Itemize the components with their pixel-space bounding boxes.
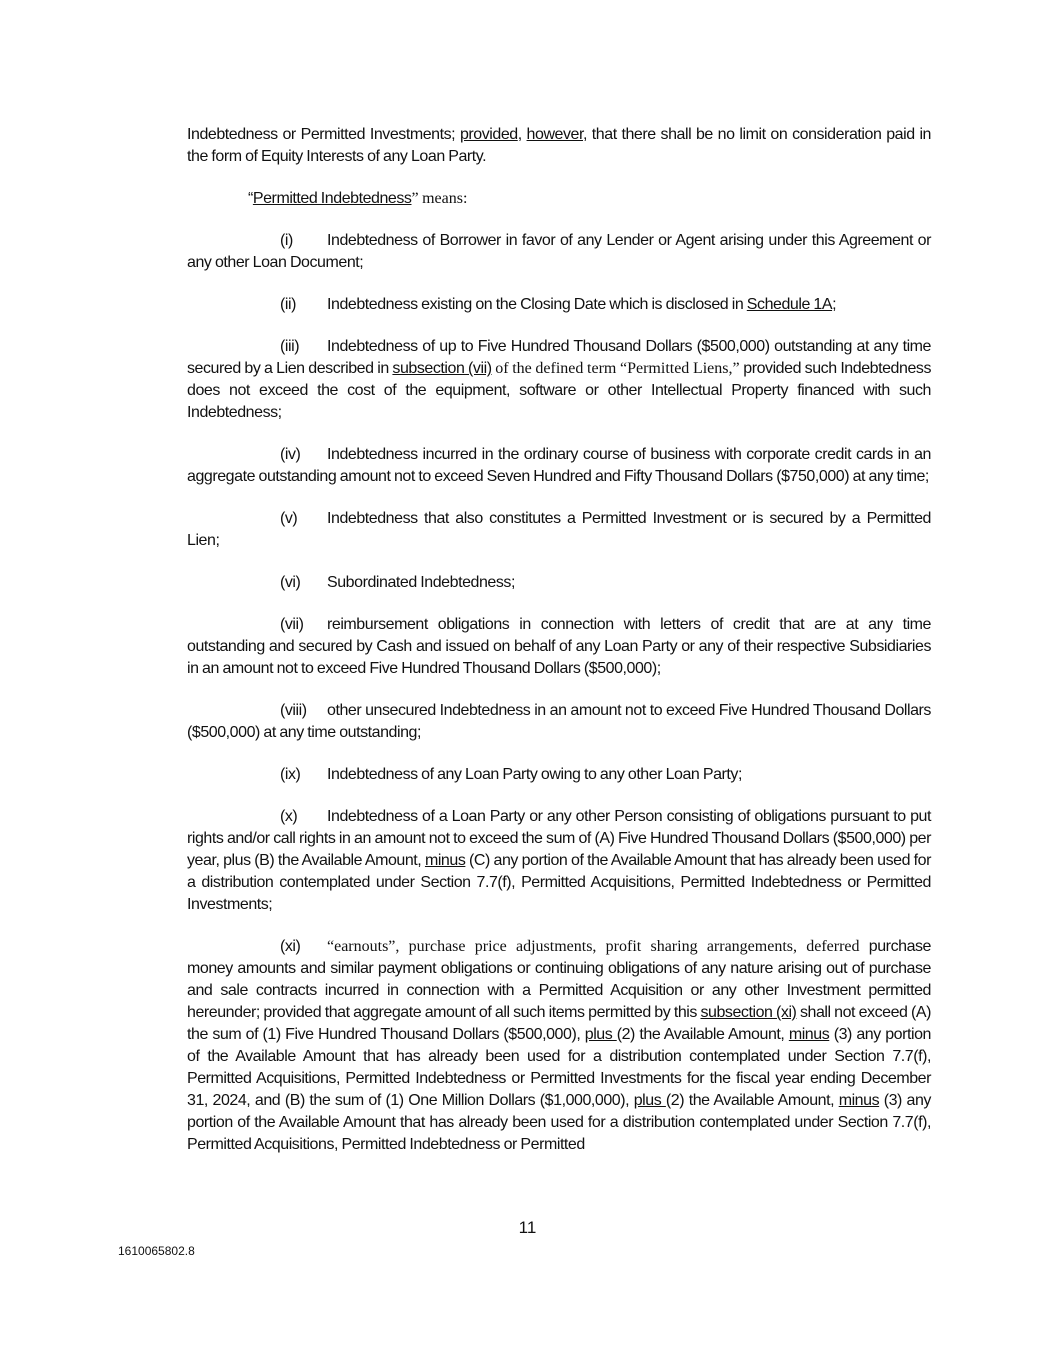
item-number: (iv) (280, 446, 301, 463)
text-segment: (3) any portion of the Available Amount that has already been used for a distribution contemplated under Section 7.7(f), Permitted Acquisitions, Permitted Indebtedness or Permitted Investments for the fiscal year ending December 31, 2024, and (B) the sum of (1) One Million Dollars ($1,000,000), (187, 1026, 931, 1109)
underlined-term: minus (788, 1026, 830, 1043)
document-body (187, 124, 931, 1176)
item-number: (vi) (280, 574, 301, 591)
text-segment: Indebtedness of Borrower in favor of any Lender or Agent arising under this Agreement or any other Loan Document; (187, 232, 931, 271)
text-segment: other unsecured Indebtedness in an amount not to exceed Five Hundred Thousand Dollars ($500,000) at any time outstanding; (187, 702, 931, 741)
item-number: (i) (280, 232, 293, 249)
text-segment: “earnouts”, purchase price adjustments, profit sharing arrangements, deferred (327, 938, 860, 955)
item-number: (x) (280, 808, 298, 825)
text-segment: Indebtedness that also constitutes a Permitted Investment or is secured by a Permitted Lien; (187, 510, 931, 549)
underlined-term: however (526, 126, 583, 143)
underlined-term: provided (459, 126, 518, 143)
text-segment: purchase money amounts and similar payment obligations or continuing obligations of any nature arising out of purchase and sale contracts incurred in connection with a Permitted Acquisition or any other Investment permitted hereunder; provided that aggregate amount of all such items permitted by this (187, 938, 932, 1021)
text-segment: (C) any portion of the Available Amount that has already been used for a distribution contemplated under Section 7.7(f), Permitted Acquisitions, Permitted Indebtedness or Permitted Investments; (187, 852, 931, 913)
list-item (187, 572, 931, 594)
item-number: (vii) (280, 616, 304, 633)
list-item (187, 806, 931, 916)
list-item (187, 508, 931, 552)
text-segment: Subordinated Indebtedness; (327, 574, 515, 591)
definition-heading (187, 188, 931, 210)
underlined-term: plus (584, 1026, 617, 1043)
text-segment: (3) any portion of the Available Amount that has already been used for a distribution contemplated under Section 7.7(f), Permitted Acquisitions, Permitted Indebtedness or Permitted (187, 1092, 931, 1153)
text-segment: Indebtedness incurred in the ordinary course of business with corporate credit cards in an aggregate outstanding amount not to exceed Seven Hundred and Fifty Thousand Dollars ($750,000) at any time; (187, 446, 931, 485)
list-item (187, 294, 931, 316)
item-number: (ix) (280, 766, 301, 783)
text-segment: shall not exceed (A) the sum of (1) Five Hundred Thousand Dollars ($500,000), (187, 1004, 932, 1043)
text-segment: (2) the Available Amount, (616, 1026, 789, 1043)
list-item (187, 614, 931, 680)
page-number: 11 (518, 1218, 537, 1237)
text-segment: (2) the Available Amount, (665, 1092, 839, 1109)
underlined-term: plus (633, 1092, 666, 1109)
item-number: (v) (280, 510, 298, 527)
text-segment: of the defined term “Permitted Liens,” (491, 360, 740, 377)
text-segment: Indebtedness of any Loan Party owing to any other Loan Party; (327, 766, 742, 783)
document-id: 1610065802.8 (118, 1244, 195, 1258)
text-segment: Indebtedness of up to Five Hundred Thousand Dollars ($500,000) outstanding at any time secured by a Lien described in (187, 338, 931, 377)
text-segment: “ (248, 190, 253, 207)
text-segment: Indebtedness existing on the Closing Date which is disclosed in (327, 296, 747, 313)
list-item (187, 230, 931, 274)
text-segment: Indebtedness or Permitted Investments; (187, 126, 460, 143)
underlined-term: minus (838, 1092, 880, 1109)
item-number: (iii) (280, 338, 300, 355)
text-segment: reimbursement obligations in connection with letters of credit that are at any time outstanding and secured by Cash and issued on behalf of any Loan Party or any of their respective Subsidiaries in an amount not to exceed Five Hundred Thousand Dollars ($500,000); (187, 616, 931, 677)
underlined-term: subsection (xi) (700, 1004, 797, 1021)
item-number: (xi) (280, 938, 301, 955)
list-item (187, 764, 931, 786)
list-item (187, 936, 931, 1156)
text-segment: , that there shall be no limit on consideration paid in the form of Equity Interests of any Loan Party. (187, 126, 931, 165)
underlined-term: minus (424, 852, 466, 869)
underlined-term: subsection (vii) (392, 360, 492, 377)
list-item (187, 336, 931, 424)
text-segment: ; (832, 296, 837, 313)
item-number: (viii) (280, 702, 307, 719)
list-item (187, 700, 931, 744)
text-segment: Indebtedness of a Loan Party or any other Person consisting of obligations pursuant to put rights and/or call rights in an amount not to exceed the sum of (A) Five Hundred Thousand Dollars ($500,000) per year, plus (B) the Available Amount, (187, 808, 931, 869)
text-segment: provided such Indebtedness does not exceed the cost of the equipment, software or other Intellectual Property financed with such Indebtedness; (187, 360, 931, 421)
text-segment: , (517, 126, 527, 143)
item-number: (ii) (280, 296, 296, 313)
paragraph (187, 124, 931, 168)
underlined-term: Schedule 1A (746, 296, 833, 313)
list-item (187, 444, 931, 488)
underlined-term: Permitted Indebtedness (252, 190, 412, 207)
text-segment: ” means: (411, 190, 468, 207)
